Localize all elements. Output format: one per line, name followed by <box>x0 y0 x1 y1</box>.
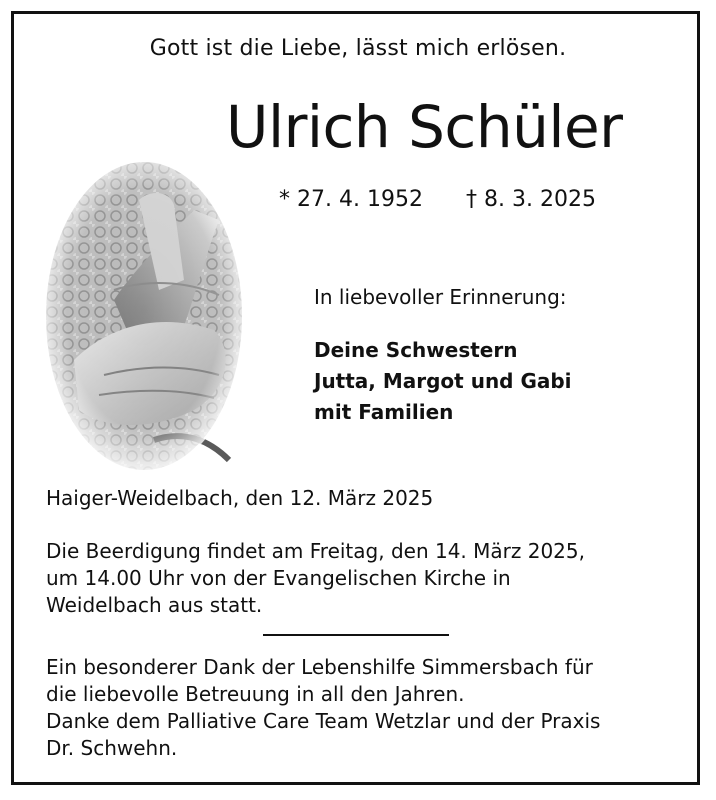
thanks-line: Danke dem Palliative Care Team Wetzlar und der Praxis <box>46 709 601 733</box>
thanks-line: Ein besonderer Dank der Lebenshilfe Simmersbach für <box>46 655 593 679</box>
place-date: Haiger-Weidelbach, den 12. März 2025 <box>46 486 434 510</box>
funeral-info <box>46 538 686 619</box>
family-line: Deine Schwestern <box>314 338 518 362</box>
family-line: Jutta, Margot und Gabi <box>314 369 572 393</box>
family-line: mit Familien <box>314 400 454 424</box>
death-date: † 8. 3. 2025 <box>466 187 596 212</box>
divider-line <box>263 634 449 636</box>
birth-date: * 27. 4. 1952 <box>279 187 423 212</box>
memory-label: In liebevoller Erinnerung: <box>314 285 567 309</box>
thanks-text <box>46 654 686 762</box>
funeral-line: Weidelbach aus statt. <box>46 593 263 617</box>
motto-line: Gott ist die Liebe, lässt mich erlösen. <box>149 36 567 61</box>
thanks-line: die liebevolle Betreuung in all den Jahren. <box>46 682 465 706</box>
holding-hands-photo <box>44 160 244 472</box>
family-signature <box>314 335 572 428</box>
funeral-line: um 14.00 Uhr von der Evangelischen Kirche in <box>46 566 511 590</box>
thanks-line: Dr. Schwehn. <box>46 736 178 760</box>
funeral-line: Die Beerdigung findet am Freitag, den 14. März 2025, <box>46 539 585 563</box>
deceased-name: Ulrich Schüler <box>226 93 623 161</box>
